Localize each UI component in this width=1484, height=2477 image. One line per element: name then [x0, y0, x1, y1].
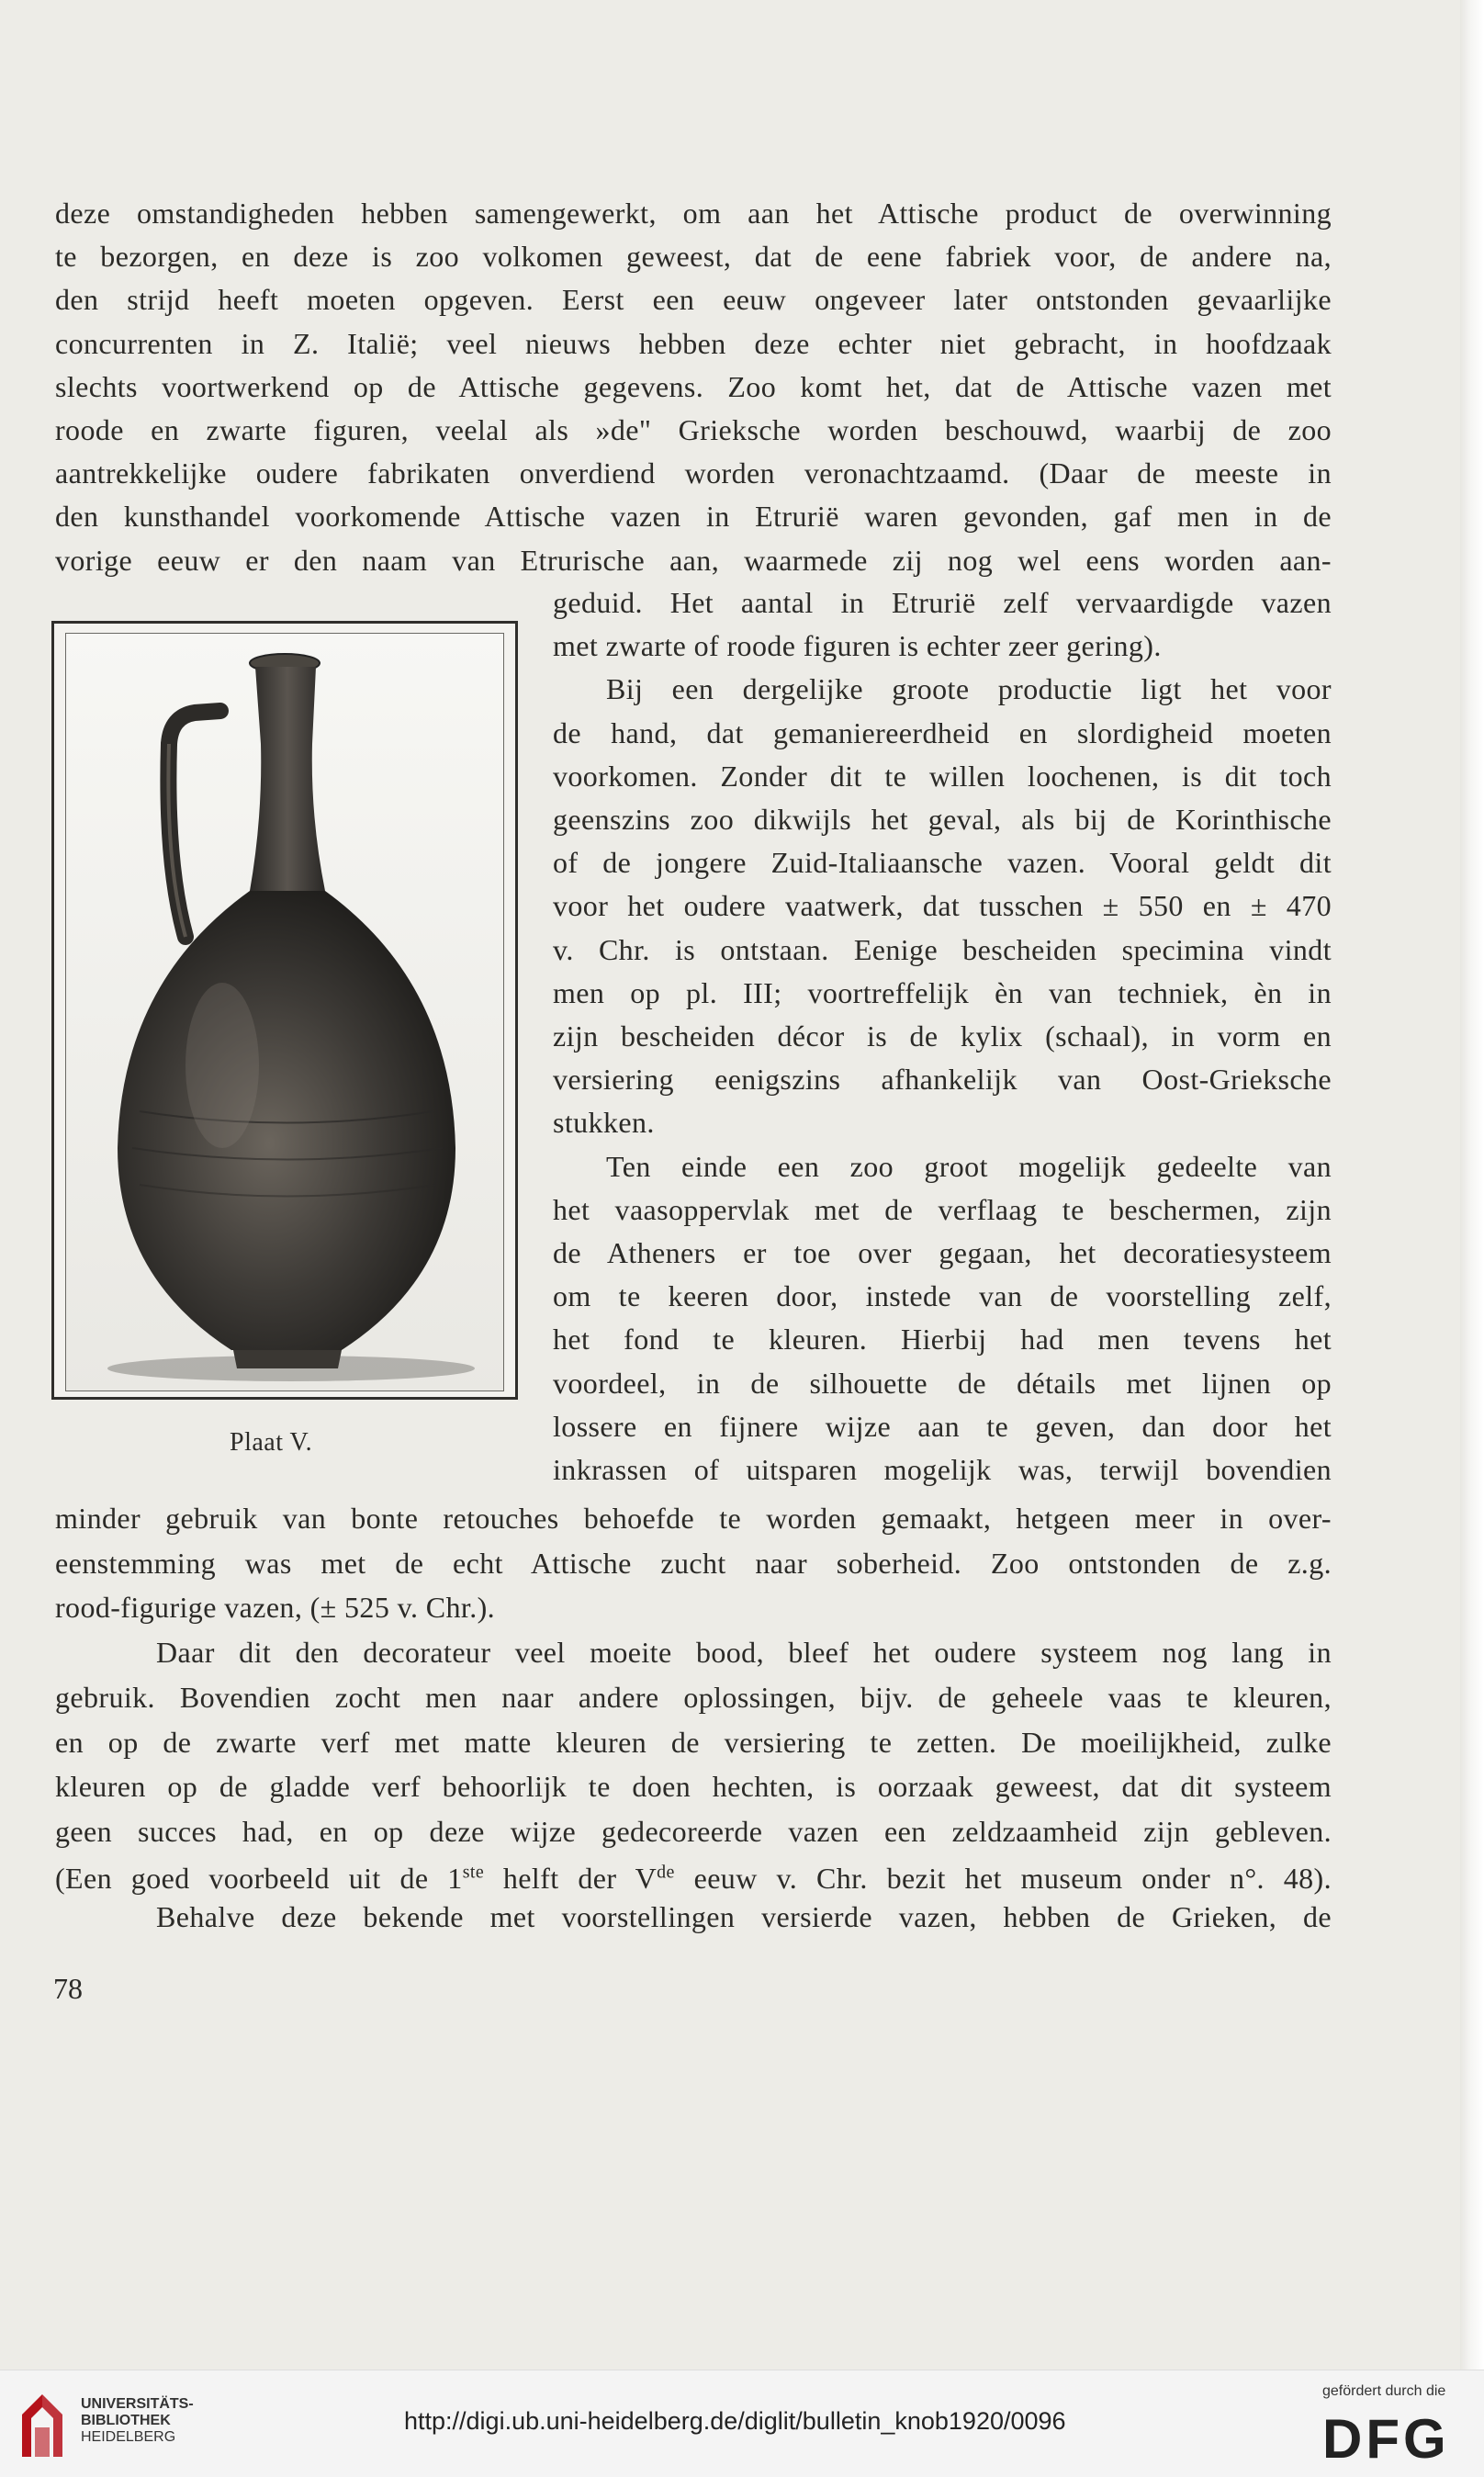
text-line: Bij een dergelijke groote productie ligt het voor [606, 672, 1332, 706]
text-line: voor het oudere vaatwerk, dat tusschen ± 550 en ± 470 [553, 889, 1332, 923]
text-line: voordeel, in de silhouette de détails met lijnen op [553, 1366, 1332, 1400]
text-line: te bezorgen, en deze is zoo volkomen geweest, dat de eene fabriek voor, de andere na, [55, 240, 1332, 274]
text-line: zijn bescheiden décor is de kylix (schaal), in vorm en [553, 1019, 1332, 1053]
page-edge [1460, 0, 1484, 2370]
text-line: Daar dit den decorateur veel moeite bood, bleef het oudere systeem nog lang in [156, 1636, 1332, 1670]
text-line: inkrassen of uitsparen mogelijk was, terwijl bovendien [553, 1453, 1332, 1486]
text-line: het fond te kleuren. Hierbij had men tevens het [553, 1323, 1332, 1357]
text-line: geduid. Het aantal in Etrurië zelf vervaardigde vazen [553, 586, 1332, 619]
university-library-logo-icon[interactable] [15, 2391, 70, 2460]
text-line: voorkomen. Zonder dit te willen loochenen, is dit toch [553, 759, 1332, 793]
text-line: v. Chr. is ontstaan. Eenige bescheiden specimina vindt [553, 932, 1332, 966]
text-line: eenstemming was met de echt Attische zucht naar soberheid. Zoo ontstonden de z.g. [55, 1546, 1332, 1580]
text-line: roode en zwarte figuren, veelal als »de" Grieksche worden beschouwd, waarbij de zoo [55, 413, 1332, 446]
plate-figure [51, 621, 518, 1400]
plate-caption: Plaat V. [230, 1428, 313, 1457]
page-number: 78 [53, 1972, 83, 2005]
text-line-ref: (Een goed voorbeeld uit de 1ste helft der Vde eeuw v. Chr. bezit het museum onder n°. 48). [55, 1862, 1332, 1895]
text-line: geenszins zoo dikwijls het geval, als bij de Korinthische [553, 803, 1332, 836]
text-line: kleuren op de gladde verf behoorlijk te doen hechten, is oorzaak geweest, dat dit systeem [55, 1770, 1332, 1804]
text-line: versiering eenigszins afhankelijk van Oost-Grieksche [553, 1063, 1332, 1097]
text-line: en op de zwarte verf met matte kleuren de versiering te zetten. De moeilijkheid, zulke [55, 1725, 1332, 1759]
text-line: Ten einde een zoo groot mogelijk gedeelte van [606, 1149, 1332, 1183]
text-line: aantrekkelijke oudere fabrikaten onverdiend worden veronachtzaamd. (Daar de meeste in [55, 456, 1332, 490]
text-line: of de jongere Zuid-Italiaansche vazen. Vooral geldt dit [553, 846, 1332, 880]
library-line3: HEIDELBERG [81, 2429, 176, 2445]
text-line: concurrenten in Z. Italië; veel nieuws hebben deze echter niet gebracht, in hoofdzaak [55, 326, 1332, 360]
text-line: om te keeren door, instede van de voorstelling zelf, [553, 1279, 1332, 1313]
library-name [81, 2396, 194, 2446]
library-line2: BIBLIOTHEK [81, 2413, 171, 2428]
text-line: rood-figurige vazen, (± 525 v. Chr.). [55, 1591, 496, 1625]
text-line: met zwarte of roode figuren is echter zeer gering). [553, 629, 1162, 663]
text-line: het vaasoppervlak met de verflaag te beschermen, zijn [553, 1192, 1332, 1226]
text-line: men op pl. III; voortreffelijk èn van techniek, èn in [553, 975, 1332, 1009]
permalink-url[interactable]: http://digi.ub.uni-heidelberg.de/diglit/bulletin_knob1920/0096 [404, 2407, 1066, 2435]
dfg-logo[interactable]: DFG [1322, 2408, 1450, 2470]
text-line-final: Behalve deze bekende met voorstellingen versierde vazen, hebben de Grieken, de [156, 1900, 1332, 1933]
text-line: de hand, dat gemaniereerdheid en slordigheid moeten [553, 715, 1332, 749]
text-line: slechts voortwerkend op de Attische gegevens. Zoo komt het, dat de Attische vazen met [55, 369, 1332, 403]
vase-image [66, 634, 504, 1391]
text-line: vorige eeuw er den naam van Etrurische aan, waarmede zij nog wel eens worden aan- [55, 543, 1332, 577]
text-line: den strijd heeft moeten opgeven. Eerst een eeuw ongeveer later ontstonden gevaarlijke [55, 283, 1332, 317]
text-line: deze omstandigheden hebben samengewerkt, om aan het Attische product de overwinning [55, 197, 1332, 230]
text-line: geen succes had, en op deze wijze gedecoreerde vazen een zeldzaamheid zijn gebleven. [55, 1814, 1332, 1848]
viewer-footer [0, 2370, 1484, 2477]
funding-note: gefördert durch die [1322, 2383, 1446, 2399]
text-line: de Atheners er toe over gegaan, het decoratiesysteem [553, 1236, 1332, 1269]
library-line1: UNIVERSITÄTS- [81, 2396, 194, 2412]
text-line: lossere en fijnere wijze aan te geven, dan door het [553, 1409, 1332, 1443]
vase-photograph [65, 633, 504, 1391]
text-line: minder gebruik van bonte retouches behoefde te worden gemaakt, hetgeen meer in over- [55, 1502, 1332, 1535]
text-line: stukken. [553, 1106, 655, 1140]
text-line: gebruik. Bovendien zocht men naar andere oplossingen, bijv. de geheele vaas te kleuren, [55, 1680, 1332, 1714]
text-line: den kunsthandel voorkomende Attische vazen in Etrurië waren gevonden, gaf men in de [55, 500, 1332, 534]
